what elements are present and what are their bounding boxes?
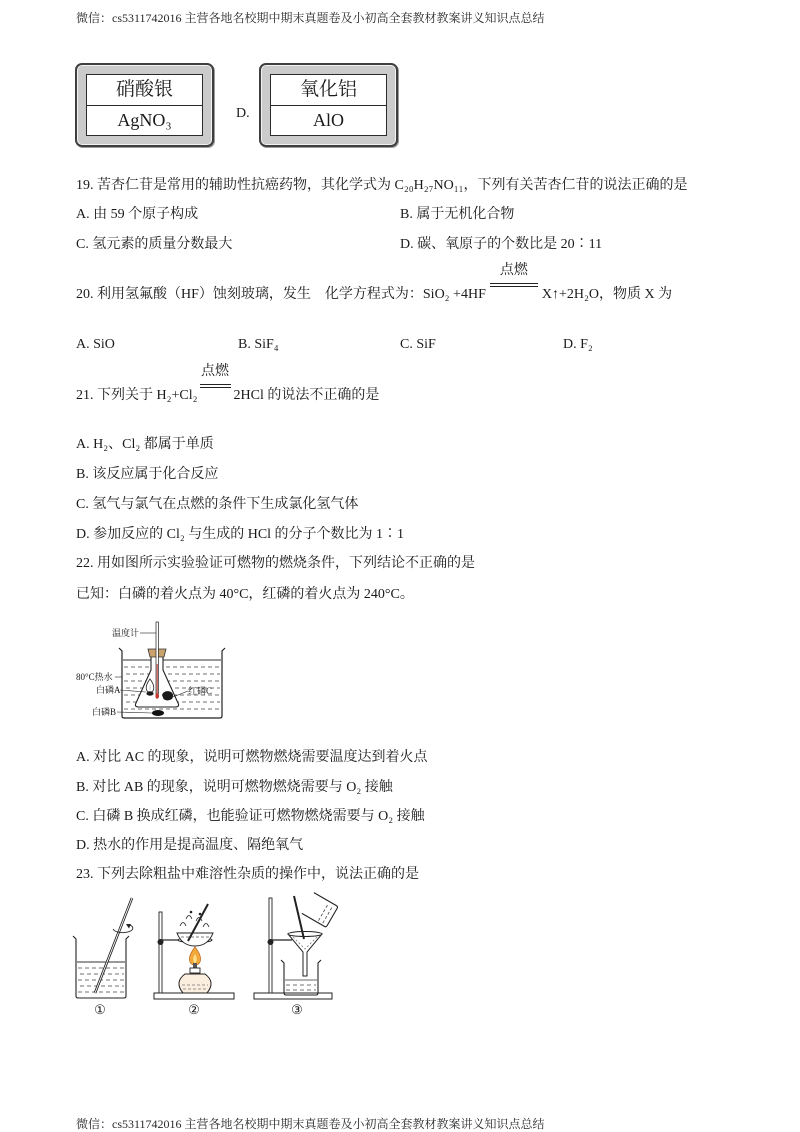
q19-option-c: C. 氢元素的质量分数最大 [76, 237, 233, 252]
white-phosphorus-b-label: 白磷B [92, 707, 117, 717]
hot-water-label: 80°C热水 [76, 672, 113, 682]
dissolving-apparatus [73, 898, 133, 1017]
q22-given: 已知：白磷的着火点为 40°C，红磷的着火点为 240°C。 [76, 587, 414, 602]
double-equals-line [490, 283, 538, 287]
q19-option-b: B. 属于无机化合物 [400, 207, 515, 222]
reaction-condition-text: 点燃 [499, 263, 528, 278]
funnel [288, 932, 322, 977]
double-equals-line [200, 384, 231, 388]
page-footer: 微信：cs5311742016 主营各地名校期中期末真题卷及小初高全套教材教案讲义知识点总结 [76, 1117, 545, 1131]
q21-option-b: B. 该反应属于化合反应 [76, 467, 219, 482]
red-phosphorus-c-label: 红磷C [188, 686, 213, 696]
reaction-condition [490, 263, 538, 304]
white-phosphorus-b [152, 710, 164, 716]
figure-label-1: ① [94, 1002, 106, 1017]
q22-stem: 22. 用如图所示实验验证可燃物的燃烧条件，下列结论不正确的是 [76, 556, 475, 571]
beaker [73, 936, 129, 998]
q20-stem [76, 263, 673, 304]
combustion-experiment-figure [72, 620, 232, 720]
q21-option-c: C. 氢气与氯气在点燃的条件下生成氯化氢气体 [76, 497, 359, 512]
q21-option-a: A. H₂、Cl₂ 都属于单质 [76, 437, 214, 452]
q21-stem-before: 21. 下列关于 H₂+Cl₂ [76, 388, 198, 403]
stand-pole [159, 912, 162, 993]
reagent-label-name: 氧化铝 [271, 75, 386, 106]
filtration-apparatus [254, 893, 338, 1017]
reagent-label-inner [86, 74, 203, 136]
q21-option-d: D. 参加反应的 Cl₂ 与生成的 HCl 的分子个数比为 1∶1 [76, 527, 405, 542]
q22-option-a: A. 对比 AC 的现象，说明可燃物燃烧需要温度达到着火点 [76, 750, 428, 765]
white-phosphorus-a-label: 白磷A [96, 685, 121, 695]
reagent-label-aluminum-oxide [259, 63, 398, 147]
reagent-label-name: 硝酸银 [87, 75, 202, 106]
figure-label-2: ② [188, 1002, 200, 1017]
q22-option-c: C. 白磷 B 换成红磷，也能验证可燃物燃烧需要与 O₂ 接触 [76, 809, 425, 824]
q21-stem [76, 364, 380, 405]
splashing-droplets [180, 911, 209, 927]
q22-option-b: B. 对比 AB 的现象，说明可燃物燃烧需要与 O₂ 接触 [76, 780, 393, 795]
evaporating-dish [177, 933, 213, 946]
q20-option-c: C. SiF [400, 337, 436, 352]
q23-stem: 23. 下列去除粗盐中难溶性杂质的操作中，说法正确的是 [76, 867, 419, 882]
pouring-beaker [302, 893, 338, 928]
thermometer-label: 温度计 [112, 628, 140, 638]
stand-base [254, 993, 332, 999]
q20-stem-after: X↑+2H₂O，物质 X 为 [541, 287, 673, 302]
q20-option-b: B. SiF₄ [238, 337, 279, 352]
option-d-marker: D. [236, 106, 250, 121]
page-header: 微信：cs5311742016 主营各地名校期中期末真题卷及小初高全套教材教案讲义知识点总结 [76, 11, 545, 25]
q20-option-a: A. SiO [76, 337, 115, 352]
stand-pole [269, 898, 272, 993]
q20-stem-before: 20. 利用氢氟酸（HF）蚀刻玻璃，发生 化学方程式为：SiO₂ +4HF [76, 287, 486, 302]
reagent-label-formula: AgNO₃ [117, 110, 172, 131]
alcohol-lamp [179, 947, 211, 993]
figure-label-3: ③ [291, 1002, 303, 1017]
q19-stem: 19. 苦杏仁苷是常用的辅助性抗癌药物，其化学式为 C₂₀H₂₇NO₁₁，下列有关苦杏仁苷的说法正确的是 [76, 178, 688, 193]
reagent-label-inner [270, 74, 387, 136]
evaporation-apparatus [154, 904, 234, 1017]
reagent-label-silver-nitrate [75, 63, 214, 147]
q19-option-a: A. 由 59 个原子构成 [76, 207, 199, 222]
q21-stem-after: 2HCl 的说法不正确的是 [233, 388, 380, 403]
q20-option-d: D. F₂ [563, 337, 593, 352]
reaction-condition [200, 364, 231, 405]
salt-purification-figure [70, 890, 340, 1020]
thermometer [155, 622, 159, 699]
red-phosphorus-c [162, 691, 173, 700]
stirring-arrow-icon [113, 924, 133, 933]
reagent-label-formula: AlO [313, 110, 344, 131]
reaction-condition-text: 点燃 [201, 364, 229, 379]
stand-base [154, 993, 234, 999]
q22-option-d: D. 热水的作用是提高温度、隔绝氧气 [76, 838, 304, 853]
q19-option-d: D. 碳、氧原子的个数比是 20∶11 [400, 237, 603, 252]
